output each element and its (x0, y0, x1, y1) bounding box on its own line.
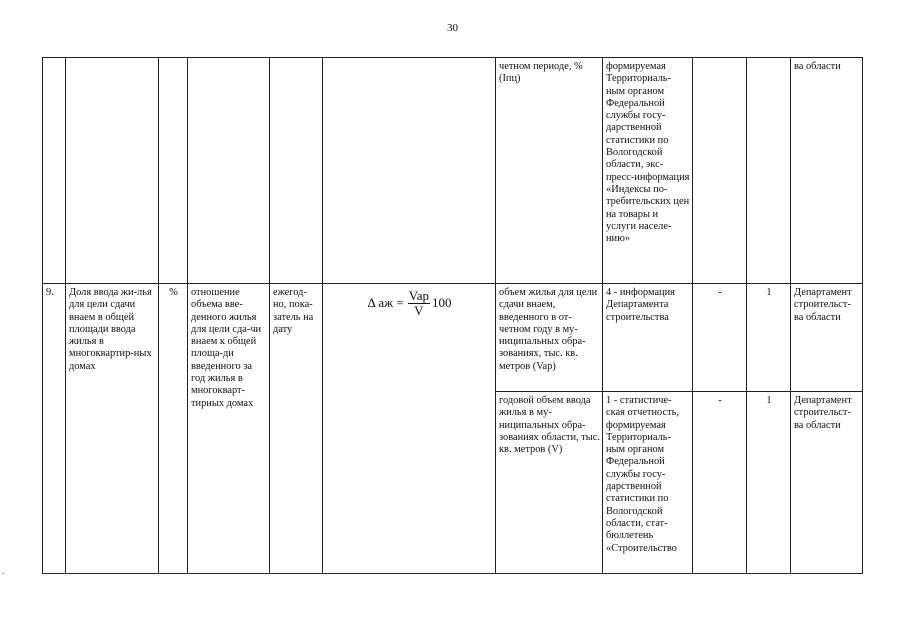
cell-responsible: ва области (791, 58, 863, 284)
page-number: 30 (447, 22, 458, 34)
cell-source: формируемая Территориаль-ным органом Федеральной службы госу-дарственной статистики по Вологодской области, экс-пресс-информация «Индексы по-требительских цен на товары и услуги населе-нию» (603, 58, 693, 284)
cell-basic-indicator: объем жилья для цели сдачи внаем, введенного в от-четном году в му-ниципальных обра-зованиях, тыс. кв. метров (Vap) (496, 284, 603, 392)
table-row-9a (43, 284, 863, 392)
cell-basic-indicator: годовой объем ввода жилья в му-ниципальных обра-зованиях области, тыс. кв. метров (V) (496, 392, 603, 574)
cell-basic-indicator: четном периоде, % (Iпц) (496, 58, 603, 284)
formula-fraction (408, 289, 430, 318)
cell-periodicity: ежегод-но, пока-затель на дату (270, 284, 323, 574)
formula (326, 289, 493, 318)
table-row-continued (43, 58, 863, 284)
cell-unit (159, 58, 188, 284)
indicators-table (42, 57, 863, 574)
cell-number (43, 58, 66, 284)
margin-mark: - (2, 569, 5, 578)
formula-numerator: Vap (408, 288, 429, 303)
cell-responsible: Департамент строительст-ва области (791, 284, 863, 392)
cell-indicator: Доля ввода жи-лья для цели сдачи внаем в общей площади ввода жилья в многоквартир-ных домах (66, 284, 159, 574)
cell-col8: - (693, 284, 747, 392)
cell-formula (323, 58, 496, 284)
cell-definition (188, 58, 270, 284)
cell-col8: - (693, 392, 747, 574)
cell-col8 (693, 58, 747, 284)
cell-number: 9. (43, 284, 66, 574)
cell-col9: 1 (747, 284, 791, 392)
cell-formula (323, 284, 496, 574)
cell-col9: 1 (747, 392, 791, 574)
cell-col9 (747, 58, 791, 284)
cell-source: 4 - информация Департамента строительства (603, 284, 693, 392)
formula-lhs: Δ аж = (367, 295, 404, 311)
cell-source: 1 - статистиче-ская отчетность, формируемая Территориаль-ным органом Федеральной службы госу-дарственной статистики по Вологодской области, стат-бюллетень «Строительство (603, 392, 693, 574)
cell-periodicity (270, 58, 323, 284)
cell-unit: % (159, 284, 188, 574)
cell-definition: отношение объема вве-денного жилья для цели сда-чи внаем к общей площа-ди введенного за год жилья в многокварт-тирных домах (188, 284, 270, 574)
cell-indicator (66, 58, 159, 284)
cell-responsible: Департамент строительст-ва области (791, 392, 863, 574)
formula-denominator: V (414, 303, 424, 318)
formula-multiplier: 100 (431, 295, 452, 311)
